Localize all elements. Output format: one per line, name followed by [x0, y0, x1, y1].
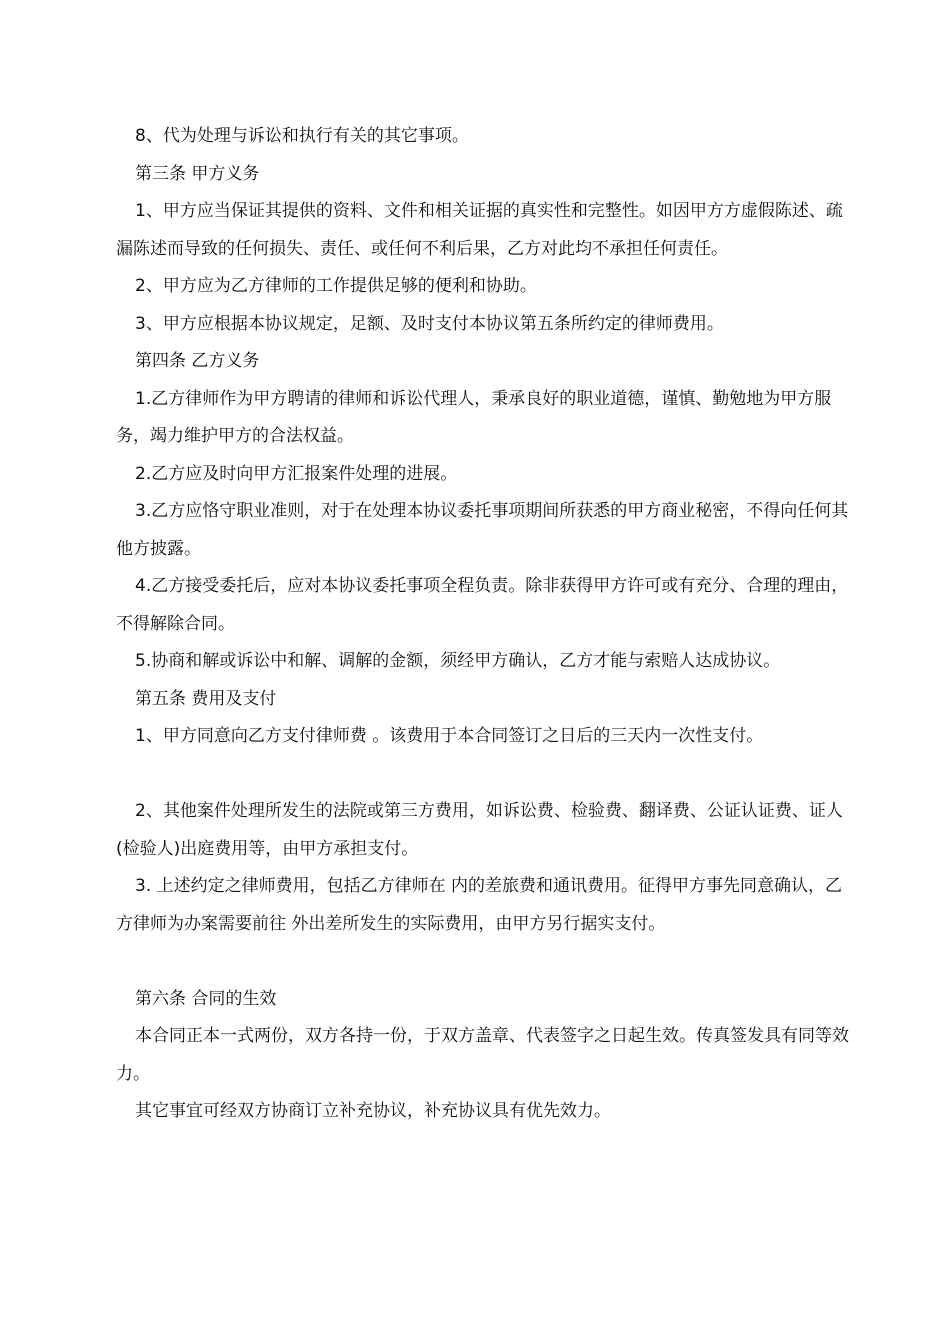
article-heading: 第六条 合同的生效	[135, 988, 277, 1009]
clause-item: 2、其他案件处理所发生的法院或第三方费用，如诉讼费、检验费、翻译费、公证认证费、证人(检验人)出庭费用等，由甲方承担支付。	[116, 801, 843, 859]
clause-item: 本合同正本一式两份，双方各持一份，于双方盖章、代表签字之日起生效。传真签发具有同等效力。	[116, 1026, 849, 1084]
clause-item: 2、甲方应为乙方律师的工作提供足够的便利和协助。	[135, 276, 537, 296]
clause-item: 5.协商和解或诉讼中和解、调解的金额，须经甲方确认，乙方才能与索赔人达成协议。	[135, 651, 781, 671]
article-heading: 第四条 乙方义务	[135, 351, 260, 371]
article-heading: 第五条 费用及支付	[135, 688, 277, 709]
clause-item: 1、甲方同意向乙方支付律师费 。该费用于本合同签订之日后的三天内一次性支付。	[135, 726, 764, 746]
clause-item: 8、代为处理与诉讼和执行有关的其它事项。	[135, 126, 469, 146]
clause-item: 2.乙方应及时向甲方汇报案件处理的进展。	[135, 463, 458, 484]
clause-item: 3. 上述约定之律师费用，包括乙方律师在 内的差旅费和通讯费用。征得甲方事先同意确认，乙方律师为办案需要前往 外出差所发生的实际费用，由甲方另行据实支付。	[116, 876, 843, 934]
blank-line	[116, 756, 856, 794]
clause-item: 3.乙方应恪守职业准则，对于在处理本协议委托事项期间所获悉的甲方商业秘密，不得向任何其他方披露。	[116, 501, 849, 559]
document-body	[116, 118, 856, 1131]
clause-item: 1、甲方应当保证其提供的资料、文件和相关证据的真实性和完整性。如因甲方方虚假陈述、疏漏陈述而导致的任何损失、责任、或任何不利后果，乙方对此均不承担任何责任。	[116, 201, 843, 259]
clause-item: 4.乙方接受委托后，应对本协议委托事项全程负责。除非获得甲方许可或有充分、合理的理由，不得解除合同。	[116, 576, 849, 634]
clause-item: 3、甲方应根据本协议规定，足额、及时支付本协议第五条所约定的律师费用。	[135, 313, 724, 334]
blank-line	[116, 943, 856, 981]
clause-item: 其它事宜可经双方协商订立补充协议，补充协议具有优先效力。	[135, 1101, 611, 1121]
clause-item: 1.乙方律师作为甲方聘请的律师和诉讼代理人，秉承良好的职业道德，谨慎、勤勉地为甲方服务，竭力维护甲方的合法权益。	[116, 388, 832, 446]
article-heading: 第三条 甲方义务	[135, 163, 260, 184]
